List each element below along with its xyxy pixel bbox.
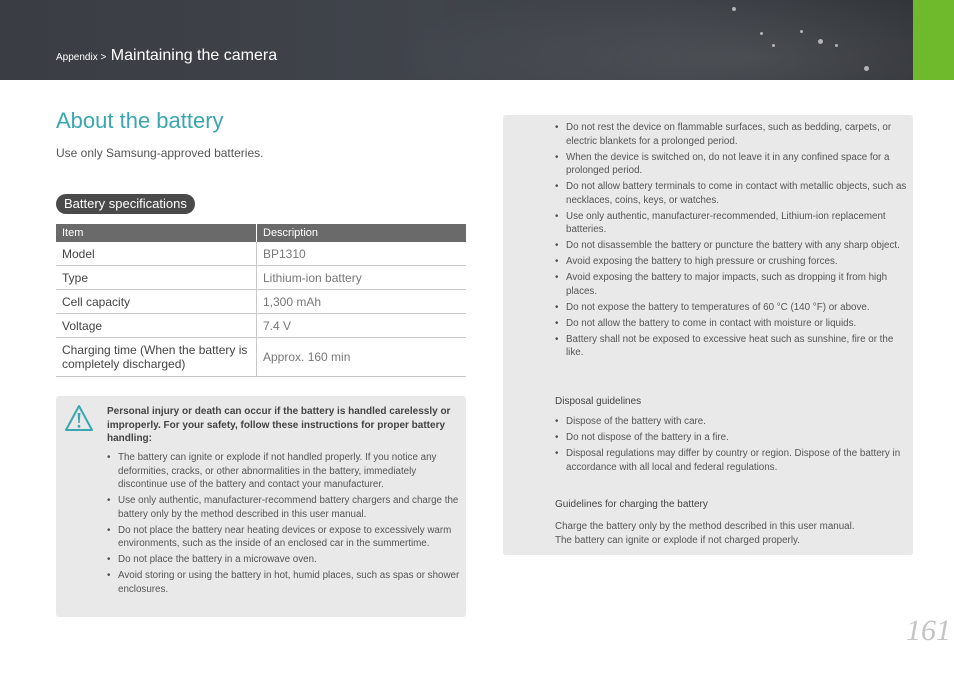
breadcrumb-current: Maintaining the camera [110,47,278,64]
caution-panel [503,115,913,555]
list-item: • Avoid exposing the battery to major impacts, such as dropping it from high places. [555,271,907,298]
header-banner [0,0,954,80]
disposal-heading: Disposal guidelines [555,396,642,407]
list-item: • The battery can ignite or explode if not handled properly. If you notice any deformities, cracks, or other abnormalities in the battery, immediately discontinue use of the battery and contact your manufacturer. [107,451,461,492]
list-item: • Battery shall not be exposed to excessive heat such as sunshine, fire or the like. [555,333,907,360]
list-item: • Do not dispose of the battery in a fire. [555,431,907,445]
spec-item: Voltage [56,314,257,338]
charging-text: The battery can ignite or explode if not charged properly. [555,535,800,546]
header-sparkle [732,7,736,11]
header-sparkle [800,30,803,33]
spec-value: 1,300 mAh [257,290,467,314]
charging-text: Charge the battery only by the method described in this user manual. [555,521,855,532]
spec-item: Cell capacity [56,290,257,314]
table-row [56,338,466,377]
table-row [56,314,466,338]
table-header-row [56,224,466,242]
intro-text: Use only Samsung-approved batteries. [56,146,264,160]
list-item: • Use only authentic, manufacturer-recommended, Lithium-ion replacement batteries. [555,210,907,237]
list-item: • Avoid storing or using the battery in hot, humid places, such as spas or shower enclosures. [107,569,461,596]
header-sparkle [772,44,775,47]
list-item: • Avoid exposing the battery to high pressure or crushing forces. [555,255,907,269]
header-sparkle [864,66,869,71]
list-item: • Do not expose the battery to temperatures of 60 °C (140 °F) or above. [555,301,907,315]
disposal-list [555,415,907,477]
spec-item: Model [56,242,257,266]
list-item: • Do not place the battery near heating devices or expose to excessively warm environments, such as the inside of an enclosed car in the summertime. [107,524,461,551]
list-item: • Do not disassemble the battery or puncture the battery with any sharp object. [555,239,907,253]
page-number: 161 [906,614,951,647]
list-item: • Do not allow the battery to come in contact with moisture or liquids. [555,317,907,331]
header-sparkle [835,44,838,47]
header-sparkle [818,39,823,44]
breadcrumb-parent[interactable]: Appendix > [56,52,107,63]
spec-item: Type [56,266,257,290]
header-sparkle [760,32,763,35]
column-header-description: Description [257,224,467,242]
list-item: • Do not rest the device on flammable surfaces, such as bedding, carpets, or electric blankets for a prolonged period. [555,121,907,148]
warning-heading: Personal injury or death can occur if the battery is handled carelessly or improperly. For your safety, follow these instructions for proper battery handling: [107,406,451,444]
list-item: • Do not place the battery in a microwave oven. [107,553,461,567]
section-title-pill: Battery specifications [56,194,195,214]
table-row [56,266,466,290]
breadcrumb [56,47,277,65]
column-header-item: Item [56,224,257,242]
caution-list [555,121,907,362]
list-item: • When the device is switched on, do not leave it in any confined space for a prolonged period. [555,151,907,178]
spec-value: Approx. 160 min [257,338,467,377]
chapter-tab[interactable] [913,0,954,80]
spec-value: Lithium-ion battery [257,266,467,290]
warning-box [56,396,466,617]
list-item: • Do not allow battery terminals to come in contact with metallic objects, such as necklaces, coins, keys, or watches. [555,180,907,207]
warning-triangle-icon [64,404,94,432]
warning-list [107,451,461,599]
list-item: • Disposal regulations may differ by country or region. Dispose of the battery in accordance with all local and federal regulations. [555,447,907,474]
table-row [56,242,466,266]
spec-value: BP1310 [257,242,467,266]
page-title: About the battery [56,108,224,133]
charging-heading: Guidelines for charging the battery [555,499,708,510]
header-decoration [330,0,954,80]
battery-spec-table [56,224,466,377]
table-row [56,290,466,314]
spec-value: 7.4 V [257,314,467,338]
list-item: • Dispose of the battery with care. [555,415,907,429]
list-item: • Use only authentic, manufacturer-recommend battery chargers and charge the battery only by the method described in this user manual. [107,494,461,521]
spec-item: Charging time (When the battery is completely discharged) [56,338,257,377]
